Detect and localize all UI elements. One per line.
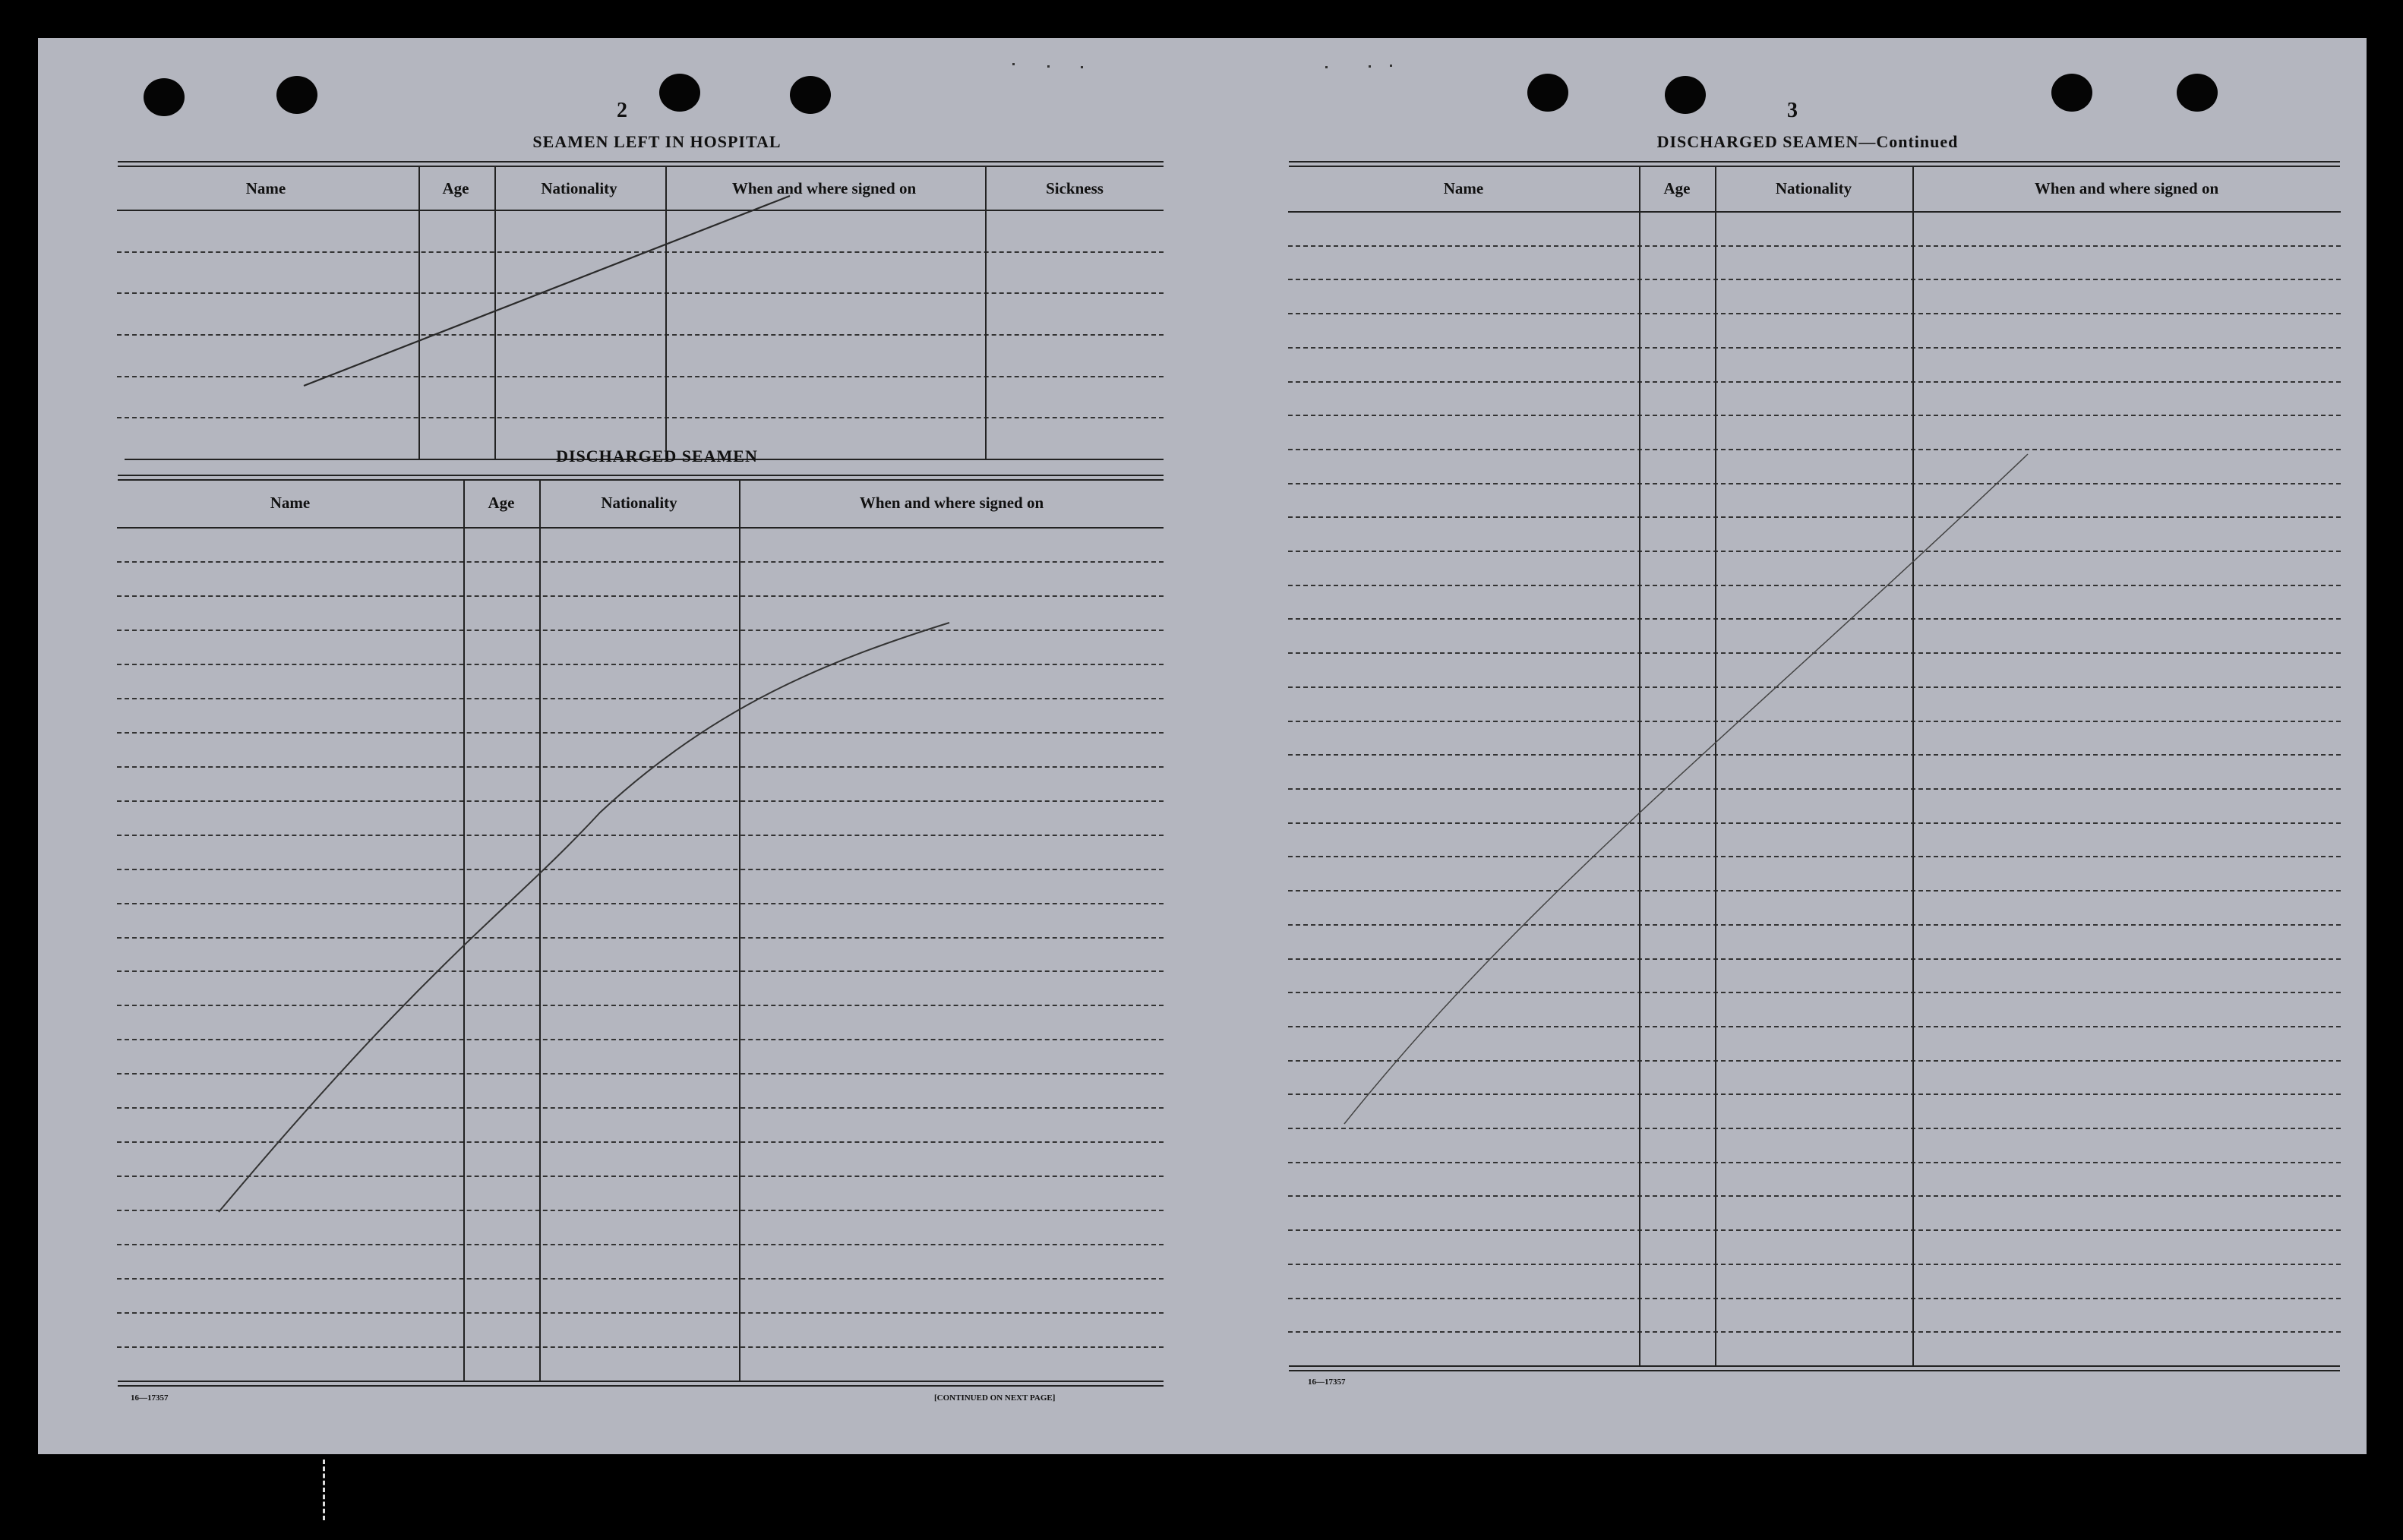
punch-hole bbox=[659, 74, 700, 112]
cancellation-stroke bbox=[304, 196, 790, 386]
row-rule bbox=[117, 903, 1164, 904]
row-rule bbox=[1288, 958, 2341, 960]
row-rule bbox=[117, 251, 1164, 253]
row-rule bbox=[117, 698, 1164, 699]
column-header-sickness: Sickness bbox=[1046, 179, 1104, 197]
row-rule bbox=[117, 292, 1164, 294]
punch-hole bbox=[1665, 76, 1706, 114]
row-rule bbox=[117, 561, 1164, 563]
row-rule bbox=[117, 1346, 1164, 1348]
row-rule bbox=[1288, 1298, 2341, 1299]
row-rule bbox=[1288, 856, 2341, 857]
row-rule bbox=[117, 595, 1164, 597]
row-rule bbox=[117, 1176, 1164, 1177]
right-table-title-main: DISCHARGED SEAMEN bbox=[1656, 132, 1859, 151]
row-rule bbox=[117, 334, 1164, 336]
column-header-name: Name bbox=[1443, 179, 1484, 197]
row-rule bbox=[117, 1141, 1164, 1143]
row-rule bbox=[1288, 449, 2341, 450]
punch-hole bbox=[276, 76, 317, 114]
column-header-nationality: Nationality bbox=[1775, 179, 1852, 197]
right-table-title-continued: —Continued bbox=[1858, 132, 1959, 151]
discharged-table-title: DISCHARGED SEAMEN bbox=[556, 447, 758, 465]
document-sheet bbox=[38, 38, 2367, 1454]
row-rule bbox=[117, 1278, 1164, 1280]
ink-speck bbox=[1012, 63, 1015, 65]
row-rule bbox=[1288, 1060, 2341, 1062]
column-header-age: Age bbox=[442, 179, 469, 197]
cancellation-stroke bbox=[219, 623, 949, 1212]
form-number: 16—17357 bbox=[1308, 1377, 1346, 1387]
row-rule bbox=[1288, 245, 2341, 247]
row-rule bbox=[1288, 1331, 2341, 1333]
page-number: 2 bbox=[617, 99, 627, 122]
row-rule bbox=[1288, 1026, 2341, 1027]
row-rule bbox=[117, 800, 1164, 802]
row-rule bbox=[1288, 754, 2341, 756]
row-rule bbox=[117, 1005, 1164, 1006]
column-header-age: Age bbox=[488, 494, 515, 512]
row-rule bbox=[1288, 483, 2341, 484]
row-rule bbox=[117, 835, 1164, 836]
page-number: 3 bbox=[1787, 99, 1798, 122]
column-header-age: Age bbox=[1663, 179, 1691, 197]
row-rule bbox=[1288, 1229, 2341, 1231]
row-rule bbox=[1288, 788, 2341, 790]
row-rule bbox=[117, 766, 1164, 768]
row-rule bbox=[117, 1107, 1164, 1109]
punch-hole bbox=[2051, 74, 2092, 112]
column-header-signed-on: When and where signed on bbox=[731, 179, 917, 197]
row-rule bbox=[1288, 1093, 2341, 1095]
row-rule bbox=[117, 664, 1164, 665]
row-rule bbox=[1288, 516, 2341, 518]
ink-speck bbox=[1047, 65, 1050, 68]
form-number: 16—17357 bbox=[131, 1393, 169, 1403]
ink-speck bbox=[1325, 66, 1328, 68]
row-rule bbox=[117, 970, 1164, 972]
row-rule bbox=[117, 1039, 1164, 1040]
row-rule bbox=[1288, 686, 2341, 688]
row-rule bbox=[1288, 347, 2341, 349]
column-header-name: Name bbox=[270, 494, 311, 512]
row-rule bbox=[1288, 313, 2341, 314]
punch-hole bbox=[2177, 74, 2218, 112]
punch-hole bbox=[790, 76, 831, 114]
right-table-title bbox=[1276, 132, 2339, 152]
continued-note: [CONTINUED ON NEXT PAGE] bbox=[934, 1393, 1056, 1403]
row-rule bbox=[1288, 1162, 2341, 1163]
ink-speck bbox=[1390, 65, 1392, 67]
column-header-name: Name bbox=[245, 179, 286, 197]
row-rule bbox=[117, 1312, 1164, 1314]
row-rule bbox=[1288, 924, 2341, 926]
row-rule bbox=[1288, 721, 2341, 722]
row-rule bbox=[1288, 415, 2341, 416]
row-rule bbox=[117, 1244, 1164, 1245]
row-rule bbox=[1288, 822, 2341, 824]
row-rule bbox=[117, 630, 1164, 631]
column-header-signed-on: When and where signed on bbox=[859, 494, 1044, 512]
ink-speck bbox=[1081, 66, 1083, 68]
ink-speck bbox=[1369, 65, 1371, 68]
punch-hole bbox=[144, 78, 185, 116]
row-rule bbox=[117, 869, 1164, 870]
row-rule bbox=[117, 1073, 1164, 1075]
row-rule bbox=[1288, 279, 2341, 280]
column-header-signed-on: When and where signed on bbox=[2034, 179, 2219, 197]
punch-hole bbox=[1527, 74, 1568, 112]
row-rule bbox=[1288, 652, 2341, 654]
row-rule bbox=[1288, 585, 2341, 586]
row-rule bbox=[1288, 618, 2341, 620]
row-rule bbox=[1288, 551, 2341, 552]
row-rule bbox=[1288, 992, 2341, 993]
row-rule bbox=[117, 376, 1164, 377]
row-rule bbox=[1288, 1264, 2341, 1265]
row-rule bbox=[117, 732, 1164, 734]
column-header-nationality: Nationality bbox=[601, 494, 677, 512]
row-rule bbox=[1288, 890, 2341, 891]
row-rule bbox=[1288, 1128, 2341, 1129]
row-rule bbox=[117, 937, 1164, 939]
row-rule bbox=[1288, 1195, 2341, 1197]
column-header-nationality: Nationality bbox=[541, 179, 617, 197]
hospital-table-title: SEAMEN LEFT IN HOSPITAL bbox=[532, 132, 782, 151]
row-rule bbox=[117, 1210, 1164, 1211]
cancellation-strokes bbox=[38, 38, 2367, 1454]
row-rule bbox=[117, 417, 1164, 418]
row-rule bbox=[1288, 381, 2341, 383]
border-tick-mark bbox=[323, 1460, 325, 1520]
